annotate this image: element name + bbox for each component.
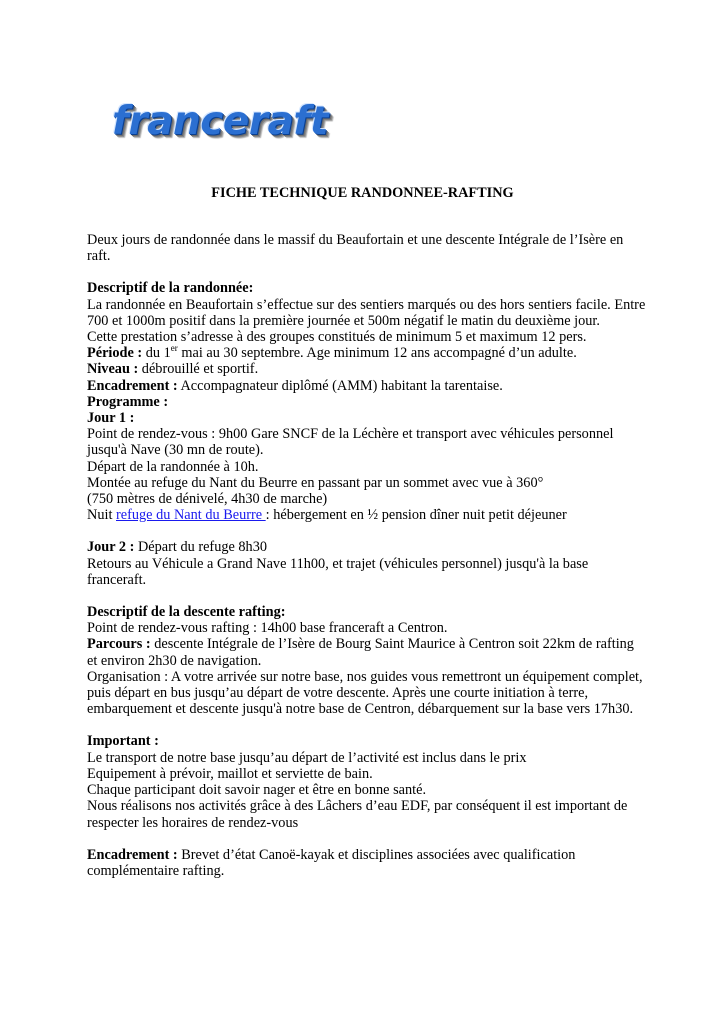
route-line bbox=[87, 636, 647, 668]
rafting-heading: Descriptif de la descente rafting: bbox=[87, 604, 286, 621]
organisation-paragraph: Organisation : A votre arrivée sur notre base, nos guides vous remettront un équipement complet, puis départ en bus jusqu’au départ de votre descente. Après une courte initiation à terre, embarquement et descente jusqu'à notre base de Centron, débarquement sur la base vers 17h30. bbox=[87, 668, 643, 718]
supervision-label: Encadrement : bbox=[87, 846, 178, 863]
level-line bbox=[87, 361, 647, 377]
important-line-1: Le transport de notre base jusqu’au départ de l’activité est inclus dans le prix bbox=[87, 749, 527, 766]
supervision-line bbox=[87, 847, 647, 879]
supervision-value: Brevet d’état Canoë-kayak et disciplines associées avec qualification complémentaire rafting. bbox=[87, 846, 576, 879]
period-sup: er bbox=[170, 343, 178, 354]
important-line-4: Nous réalisons nos activités grâce à des Lâchers d’eau EDF, par conséquent il est important de respecter les horaires de rendez-vous bbox=[87, 798, 628, 831]
day1-climb: Montée au refuge du Nant du Beurre en passant par un sommet avec vue à 360° bbox=[87, 474, 544, 491]
night-line bbox=[87, 507, 647, 523]
franceraft-logo: franceraft bbox=[112, 99, 329, 144]
day1-stats: (750 mètres de dénivelé, 4h30 de marche) bbox=[87, 491, 328, 508]
day2-return: Retours au Véhicule a Grand Nave 11h00, et trajet (véhicules personnel) jusqu'à la base franceraft. bbox=[87, 555, 589, 588]
rafting-meeting: Point de rendez-vous rafting : 14h00 base franceraft a Centron. bbox=[87, 620, 448, 637]
day2-line bbox=[87, 539, 647, 555]
refuge-link[interactable]: refuge du Nant du Beurre bbox=[116, 507, 266, 524]
staff-line bbox=[87, 378, 647, 394]
route-label: Parcours : bbox=[87, 636, 151, 653]
program-label: Programme : bbox=[87, 393, 169, 410]
level-label: Niveau : bbox=[87, 361, 139, 378]
document-title: FICHE TECHNIQUE RANDONNEE-RAFTING bbox=[211, 185, 514, 201]
day2-value: Départ du refuge 8h30 bbox=[134, 539, 268, 556]
night-post: : hébergement en ½ pension dîner nuit petit déjeuner bbox=[265, 507, 567, 524]
staff-value: Accompagnateur diplômé (AMM) habitant la tarentaise. bbox=[177, 377, 503, 394]
hike-group-size: Cette prestation s’adresse à des groupes constitués de minimum 5 et maximum 12 pers. bbox=[87, 329, 587, 346]
day2-label: Jour 2 : bbox=[87, 539, 135, 556]
intro-paragraph: Deux jours de randonnée dans le massif du Beaufortain et une descente Intégrale de l’Isère en raft. bbox=[87, 232, 624, 265]
important-line-2: Equipement à prévoir, maillot et serviette de bain. bbox=[87, 765, 373, 782]
period-post: mai au 30 septembre. Age minimum 12 ans accompagné d’un adulte. bbox=[177, 345, 577, 362]
period-label: Période : bbox=[87, 345, 143, 362]
day1-label: Jour 1 : bbox=[87, 410, 135, 427]
document-body bbox=[87, 232, 647, 879]
hike-heading: Descriptif de la randonnée: bbox=[87, 280, 254, 297]
period-line bbox=[87, 345, 647, 361]
night-pre: Nuit bbox=[87, 507, 116, 524]
route-value: descente Intégrale de l’Isère de Bourg Saint Maurice à Centron soit 22km de rafting et environ 2h30 de navigation. bbox=[87, 636, 634, 669]
staff-label: Encadrement : bbox=[87, 377, 178, 394]
period-pre: du 1 bbox=[142, 345, 171, 362]
day1-meeting: Point de rendez-vous : 9h00 Gare SNCF de la Léchère et transport avec véhicules personnel jusqu'à Nave (30 mn de route). bbox=[87, 426, 614, 459]
important-line-3: Chaque participant doit savoir nager et être en bonne santé. bbox=[87, 782, 427, 799]
hike-description: La randonnée en Beaufortain s’effectue sur des sentiers marqués ou des hors sentiers facile. Entre 700 et 1000m positif dans la première journée et 500m négatif le matin du deuxième jour. bbox=[87, 296, 646, 329]
level-value: débrouillé et sportif. bbox=[138, 361, 259, 378]
day1-departure: Départ de la randonnée à 10h. bbox=[87, 458, 259, 475]
important-heading: Important : bbox=[87, 733, 159, 750]
